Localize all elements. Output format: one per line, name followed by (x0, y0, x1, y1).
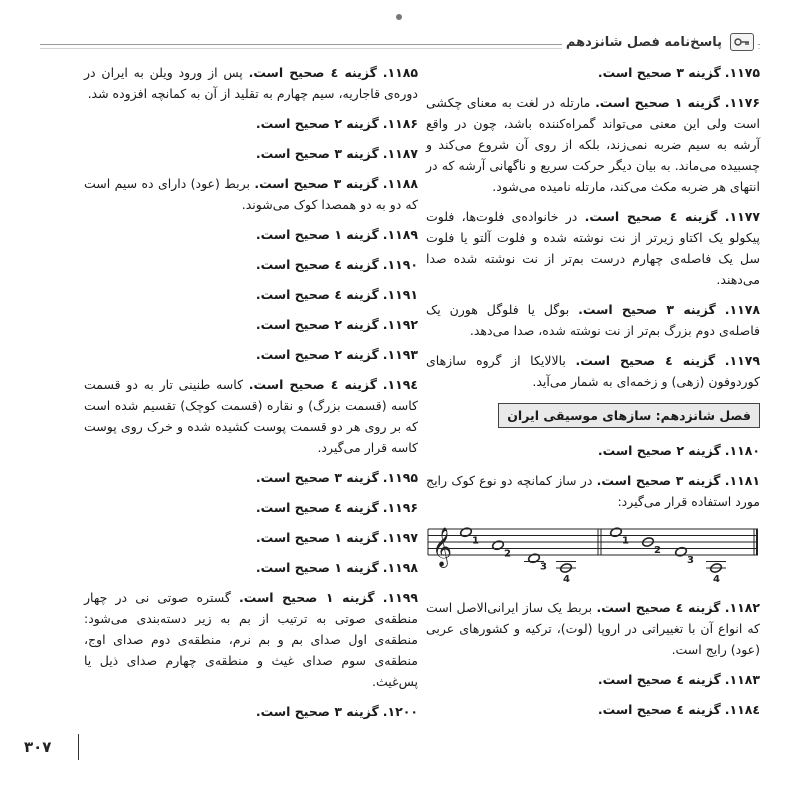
answer-item (426, 597, 760, 660)
answers-group (84, 62, 418, 722)
answer-item (426, 206, 760, 290)
answer-item (84, 113, 418, 134)
answer-choice: گزینه ۳ صحیح است. (254, 176, 379, 191)
answer-item (84, 173, 418, 215)
page-number: ۳۰۷ (24, 738, 52, 756)
answer-explanation: کاسه طنینی تار به دو قسمت کاسه (قسمت بزرگ) و نقاره (قسمت کوچک) تقسیم شده است که بر روی هر دو قسمت پوست کشیده شده و خرک روی پوست کاسه قرار می‌گیرد. (84, 377, 418, 455)
answer-explanation: بالالایکا از گروه سازهای کوردوفون (زهی) و زخمه‌ای به شمار می‌آید. (426, 353, 760, 389)
answer-item (84, 701, 418, 722)
answer-item (426, 470, 760, 512)
answer-number: ۱۱۸۳. (724, 672, 760, 687)
left-column (84, 62, 418, 731)
answer-number: ۱۱۸٤. (724, 702, 760, 717)
header-dot (396, 14, 402, 20)
answer-explanation: بربط یک ساز ایرانی‌الاصل است که انواع آن با تغییراتی در اروپا (لوت)، ترکیه و کشورهای عربی (عود) رایج است. (426, 600, 760, 657)
answer-choice: گزینه ۳ صحیح است. (255, 146, 379, 161)
answer-item (84, 344, 418, 365)
page-header (0, 0, 800, 56)
whole-note (528, 553, 541, 564)
answer-number: ۱۱۸۷. (382, 146, 418, 161)
answer-item (84, 557, 418, 578)
answer-number: ۱۱۸۶. (382, 116, 418, 131)
answer-choice: گزینه ۱ صحیح است. (255, 227, 379, 242)
answer-choice: گزینه ٤ صحیح است. (255, 500, 379, 515)
answer-number: ۱۱۹۵. (382, 470, 418, 485)
answer-explanation: در خانواده‌ی فلوت‌ها، فلوت پیکولو یک اکتاو زیرتر از نت نوشته شده و فلوت آلتو یا فلوت سل یک فاصله‌ی چهارم درست بم‌تر از نت نوشته شده صدا می‌دهند. (426, 209, 760, 287)
note-label: 2 (504, 548, 511, 560)
answer-choice: گزینه ۳ صحیح است. (596, 473, 721, 488)
answer-item (84, 62, 418, 104)
answer-choice: گزینه ۳ صحیح است. (255, 704, 379, 719)
answer-choice: گزینه ٤ صحیح است. (575, 353, 716, 368)
note-label: 2 (654, 545, 661, 556)
answer-choice: گزینه ٤ صحیح است. (248, 65, 377, 80)
treble-clef: 𝄞 (432, 527, 453, 567)
answer-choice: گزینه ٤ صحیح است. (597, 702, 721, 717)
answer-choice: گزینه ۱ صحیح است. (255, 560, 379, 575)
answer-choice: گزینه ۱ صحیح است. (595, 95, 721, 110)
answer-item (426, 669, 760, 690)
answer-number: ۱۱۸۹. (382, 227, 418, 242)
note-label: 1 (472, 535, 479, 547)
music-staff (426, 521, 760, 587)
answer-item (84, 284, 418, 305)
answer-item (426, 699, 760, 720)
answer-number: ۱۱۹۹. (382, 590, 418, 605)
answer-choice: گزینه ۲ صحیح است. (255, 347, 379, 362)
note-label: 4 (713, 574, 720, 585)
answer-number: ۱۲۰۰. (382, 704, 418, 719)
answer-explanation: بوگل یا فلوگل هورن یک فاصله‌ی دوم بزرگ بم‌تر از نت نوشته شده، صدا می‌دهد. (426, 302, 760, 338)
answer-number: ۱۱۷۹. (724, 353, 760, 368)
header-title: پاسخ‌نامه فصل شانزدهم (565, 34, 722, 50)
header-title-box (562, 30, 758, 54)
answer-number: ۱۱۹۰. (382, 257, 418, 272)
answer-choice: گزینه ٤ صحیح است. (597, 672, 721, 687)
answer-number: ۱۱۹۷. (382, 530, 418, 545)
answer-choice: گزینه ۲ صحیح است. (255, 317, 379, 332)
right-column (426, 62, 760, 729)
key-icon (730, 33, 754, 51)
answer-item (84, 527, 418, 548)
answer-choice: گزینه ۱ صحیح است. (255, 530, 379, 545)
answer-item (84, 224, 418, 245)
whole-note (460, 527, 473, 538)
note-label: 3 (540, 561, 547, 573)
answer-item (84, 587, 418, 692)
answer-number: ۱۱۸۱. (724, 473, 760, 488)
whole-note (492, 540, 505, 551)
answer-item (426, 62, 760, 83)
note-label: 1 (622, 535, 629, 547)
music-staff-figure (426, 521, 760, 587)
note-label: 4 (563, 574, 570, 585)
answer-number: ۱۱۹۶. (382, 500, 418, 515)
answer-number: ۱۱۹۱. (382, 287, 418, 302)
answer-explanation: بربط (عود) دارای ده سیم است که دو به دو همصدا کوک می‌شوند. (84, 176, 418, 212)
answer-number: ۱۱۷۷. (724, 209, 760, 224)
whole-note (675, 546, 688, 557)
answers-group (426, 62, 760, 392)
answer-choice: گزینه ۳ صحیح است. (578, 302, 716, 317)
answer-choice: گزینه ۲ صحیح است. (255, 116, 379, 131)
answer-item (426, 299, 760, 341)
answer-choice: گزینه ۳ صحیح است. (255, 470, 379, 485)
answer-number: ۱۱۹۳. (382, 347, 418, 362)
answer-number: ۱۱۸۲. (724, 600, 760, 615)
answer-number: ۱۱۹۲. (382, 317, 418, 332)
answer-number: ۱۱۷۵. (724, 65, 760, 80)
answers-group (426, 440, 760, 512)
answer-explanation: پس از ورود ویلن به ایران در دوره‌ی قاجاریه، سیم چهارم به تقلید از آن به کمانچه افزوده شد. (84, 65, 418, 101)
answer-choice: گزینه ۳ صحیح است. (597, 65, 721, 80)
note-label: 3 (687, 554, 694, 566)
answer-explanation: گستره صوتی نی در چهار منطقه‌ی صوتی به ترتیب از بم به زیر دسته‌بندی می‌شود: منطقه‌ی اول صدای بم و بم نرم، منطقه‌ی دوم صدای اوج، منطقه‌ی سوم صدای غیث و منطقه‌ی چهارم صدای ذیل یا پس‌غیث. (84, 590, 418, 689)
answer-choice: گزینه ٤ صحیح است. (584, 209, 718, 224)
answer-number: ۱۱۷۸. (724, 302, 760, 317)
answer-choice: گزینه ٤ صحیح است. (248, 377, 377, 392)
answer-number: ۱۱۸۸. (382, 176, 418, 191)
answer-number: ۱۱۷۶. (724, 95, 760, 110)
answer-choice: گزینه ۲ صحیح است. (597, 443, 721, 458)
answer-item (84, 314, 418, 335)
answers-group (426, 597, 760, 720)
answer-number: ۱۱۹۸. (382, 560, 418, 575)
answer-item (426, 350, 760, 392)
whole-note (610, 527, 623, 538)
answer-choice: گزینه ۱ صحیح است. (239, 590, 375, 605)
footer-divider (78, 734, 79, 760)
answer-item (84, 143, 418, 164)
answer-explanation: مارتله در لغت به معنای چکشی است ولی این معنی می‌تواند گمراه‌کننده باشد، چون در واقع آرشه به سیم ضربه نمی‌زند، بلکه از روی آن شروع می‌کند و چسبیده می‌ماند. به بیان دیگر حرکت سریع و ناگهانی آرشه که در انتهای هر ضربه مکث می‌کند، مارتله نامیده می‌شود. (426, 95, 760, 194)
answer-item (84, 467, 418, 488)
answer-item (426, 440, 760, 461)
answer-item (84, 374, 418, 458)
answer-number: ۱۱۸۰. (724, 443, 760, 458)
answer-number: ۱۱۸۵. (382, 65, 418, 80)
answer-item (84, 254, 418, 275)
section-heading: فصل شانزدهم: سازهای موسیقی ایران (498, 403, 760, 428)
section-heading-wrap (426, 401, 760, 440)
answer-choice: گزینه ٤ صحیح است. (255, 287, 379, 302)
answer-item (426, 92, 760, 197)
answer-number: ۱۱۹٤. (382, 377, 419, 392)
answer-explanation: در ساز کمانچه دو نوع کوک رایج مورد استفاده قرار می‌گیرد: (426, 473, 760, 509)
answer-choice: گزینه ٤ صحیح است. (596, 600, 721, 615)
answer-item (84, 497, 418, 518)
answer-choice: گزینه ٤ صحیح است. (255, 257, 379, 272)
